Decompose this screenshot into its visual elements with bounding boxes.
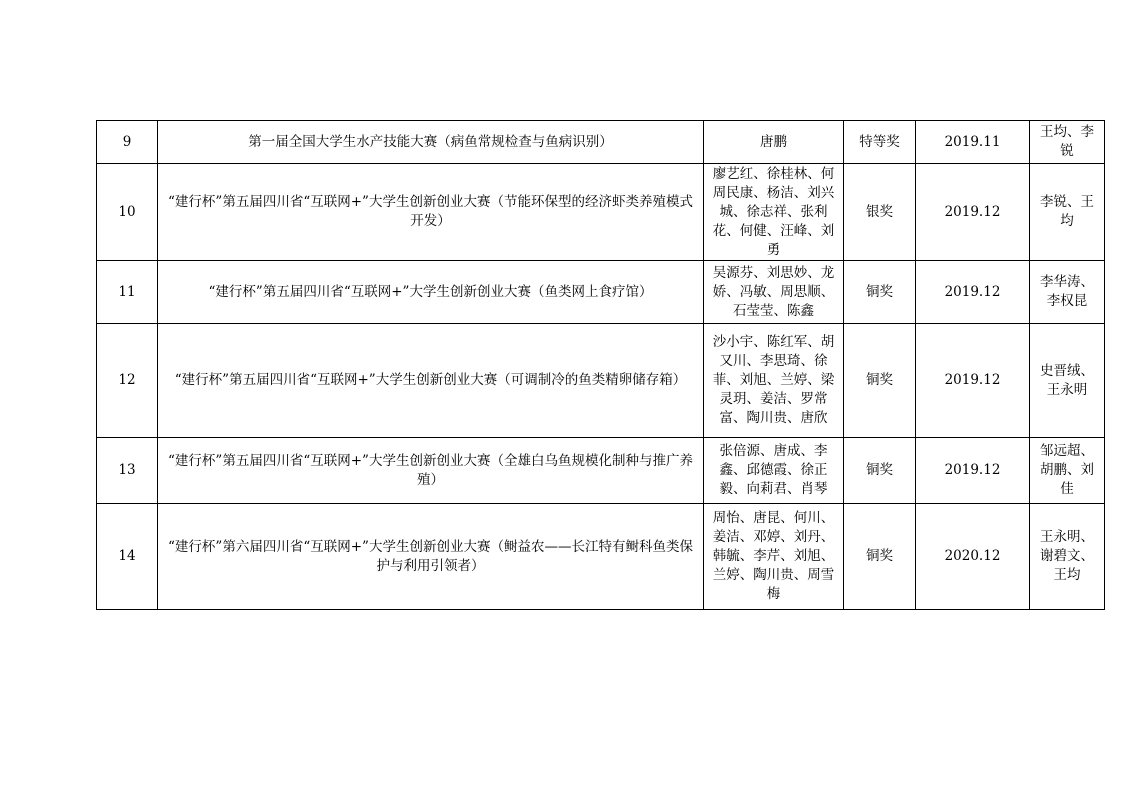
competition-name: “建行杯”第六届四川省“互联网+”大学生创新创业大赛（鲥益农——长江特有鲥科鱼类保护与利用引领者） <box>158 504 704 610</box>
competition-name: “建行杯”第五届四川省“互联网+”大学生创新创业大赛（鱼类网上食疗馆） <box>158 261 704 324</box>
row-index: 10 <box>97 164 158 261</box>
award-date: 2019.12 <box>916 261 1030 324</box>
award-date: 2019.11 <box>916 121 1030 164</box>
table-row <box>97 504 1105 610</box>
award-level: 特等奖 <box>844 121 916 164</box>
advisor: 王永明、谢碧文、王均 <box>1030 504 1105 610</box>
award-date: 2019.12 <box>916 324 1030 438</box>
row-index: 13 <box>97 438 158 504</box>
team-members: 周怡、唐昆、何川、姜洁、邓婷、刘丹、韩毓、李芹、刘旭、兰婷、陶川贵、周雪梅 <box>704 504 844 610</box>
team-members: 张倍源、唐成、李鑫、邱德霞、徐正毅、向莉君、肖琴 <box>704 438 844 504</box>
competition-name: “建行杯”第五届四川省“互联网+”大学生创新创业大赛（全雄白乌鱼规模化制种与推广养殖） <box>158 438 704 504</box>
team-members: 廖艺红、徐桂林、何周民康、杨洁、刘兴城、徐志祥、张利花、何健、汪峰、刘勇 <box>704 164 844 261</box>
row-index: 14 <box>97 504 158 610</box>
row-index: 12 <box>97 324 158 438</box>
award-level: 铜奖 <box>844 261 916 324</box>
award-level: 铜奖 <box>844 324 916 438</box>
award-date: 2020.12 <box>916 504 1030 610</box>
advisor: 邹远超、胡鹏、刘佳 <box>1030 438 1105 504</box>
awards-table <box>96 120 1105 610</box>
team-members: 吴源芬、刘思妙、龙娇、冯敏、周思顺、石莹莹、陈鑫 <box>704 261 844 324</box>
team-members: 唐鹏 <box>704 121 844 164</box>
award-level: 银奖 <box>844 164 916 261</box>
award-date: 2019.12 <box>916 164 1030 261</box>
table-row <box>97 121 1105 164</box>
advisor: 李锐、王均 <box>1030 164 1105 261</box>
advisor: 李华涛、李权昆 <box>1030 261 1105 324</box>
award-level: 铜奖 <box>844 438 916 504</box>
competition-name: 第一届全国大学生水产技能大赛（病鱼常规检查与鱼病识别） <box>158 121 704 164</box>
table-row <box>97 164 1105 261</box>
table-row <box>97 438 1105 504</box>
advisor: 史晋绒、王永明 <box>1030 324 1105 438</box>
table-row <box>97 324 1105 438</box>
award-level: 铜奖 <box>844 504 916 610</box>
row-index: 9 <box>97 121 158 164</box>
competition-name: “建行杯”第五届四川省“互联网+”大学生创新创业大赛（节能环保型的经济虾类养殖模式开发） <box>158 164 704 261</box>
competition-name: “建行杯”第五届四川省“互联网+”大学生创新创业大赛（可调制冷的鱼类精卵储存箱） <box>158 324 704 438</box>
team-members: 沙小宇、陈红军、胡又川、李思琦、徐菲、刘旭、兰婷、梁灵玥、姜洁、罗常富、陶川贵、唐欣 <box>704 324 844 438</box>
award-date: 2019.12 <box>916 438 1030 504</box>
advisor: 王均、李锐 <box>1030 121 1105 164</box>
table-row <box>97 261 1105 324</box>
row-index: 11 <box>97 261 158 324</box>
